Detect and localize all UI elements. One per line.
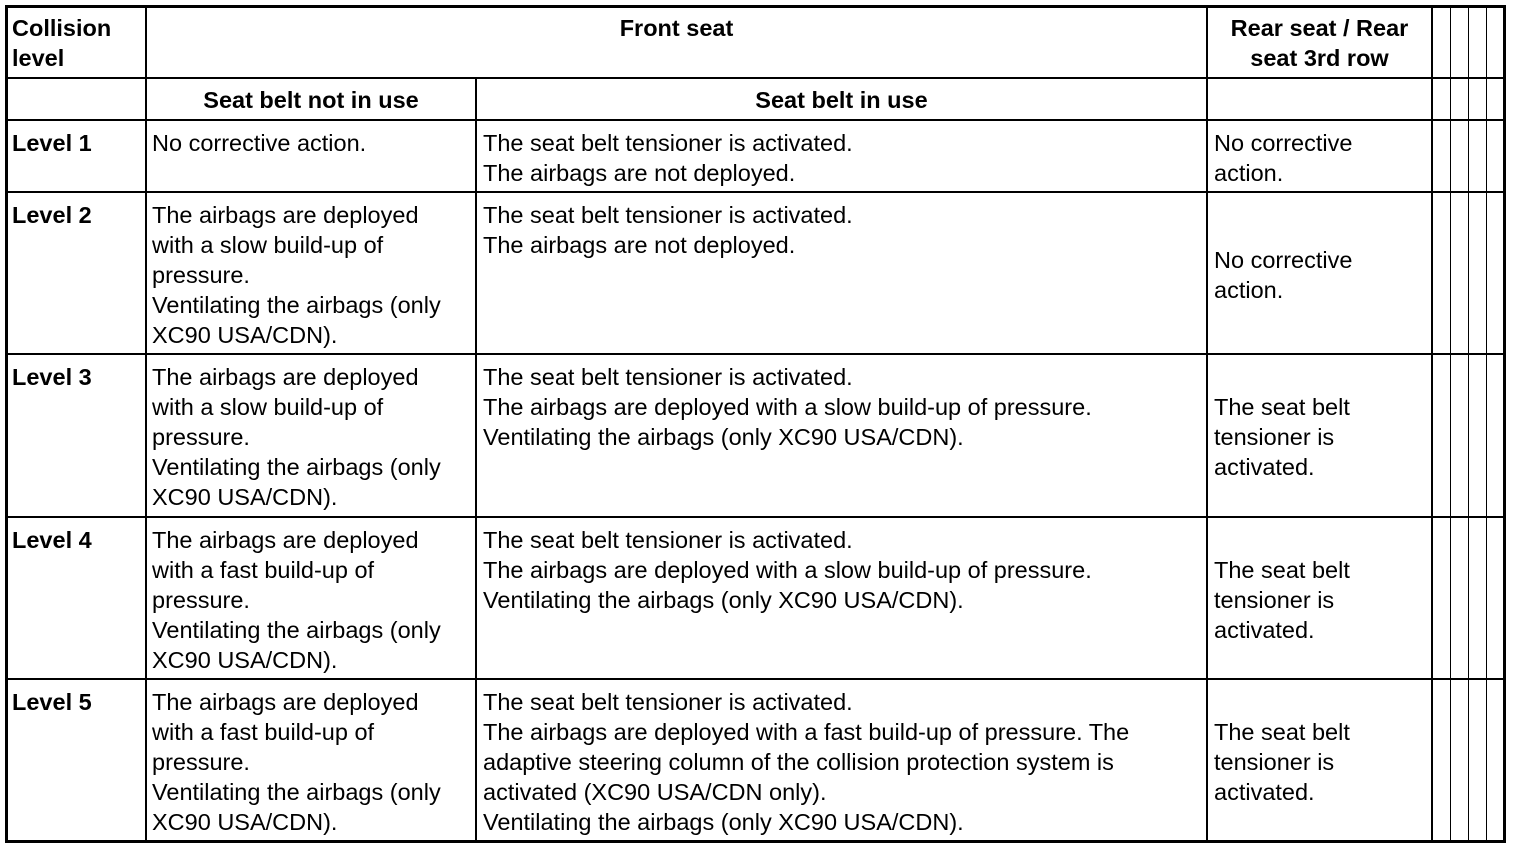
cell-not-in-use bbox=[152, 200, 441, 350]
row-divider bbox=[7, 119, 1504, 121]
cell-line: XC90 USA/CDN). bbox=[152, 484, 338, 510]
cell-rear bbox=[1214, 555, 1350, 645]
header-text: Rear seat / Rear bbox=[1230, 15, 1409, 41]
cell-line: Ventilating the airbags (only bbox=[152, 454, 441, 480]
cell-line: The airbags are not deployed. bbox=[483, 160, 796, 186]
row-level bbox=[12, 200, 92, 230]
cell-in-use bbox=[483, 200, 853, 260]
row-divider bbox=[7, 516, 1504, 518]
header-text: seat 3rd row bbox=[1250, 45, 1389, 71]
cell-line: The seat belt bbox=[1214, 557, 1350, 583]
cell-line: with a fast build-up of bbox=[152, 557, 375, 583]
cell-line: with a slow build-up of bbox=[152, 394, 384, 420]
cell-line: The seat belt tensioner is activated. bbox=[483, 130, 853, 156]
cell-rear bbox=[1214, 245, 1352, 305]
cell-line: The airbags are not deployed. bbox=[483, 232, 796, 258]
level-label: Level 1 bbox=[12, 130, 92, 156]
row-level bbox=[12, 687, 92, 717]
cell-line: with a slow build-up of bbox=[152, 232, 384, 258]
header-text: Front seat bbox=[619, 15, 734, 41]
cell-line: The airbags are deployed bbox=[152, 202, 419, 228]
cell-line: No corrective bbox=[1214, 130, 1353, 156]
column-divider bbox=[475, 78, 477, 841]
cell-line: Ventilating the airbags (only XC90 USA/CDN). bbox=[483, 809, 964, 835]
cell-not-in-use bbox=[152, 525, 441, 675]
cell-line: with a fast build-up of bbox=[152, 719, 375, 745]
column-divider bbox=[1431, 7, 1433, 841]
cell-rear bbox=[1214, 392, 1350, 482]
cell-line: The airbags are deployed bbox=[152, 364, 419, 390]
column-divider bbox=[1450, 7, 1451, 841]
row-level bbox=[12, 525, 92, 555]
cell-line: pressure. bbox=[152, 587, 250, 613]
column-divider bbox=[1468, 7, 1469, 841]
cell-line: activated. bbox=[1214, 454, 1315, 480]
column-divider bbox=[1206, 7, 1208, 841]
row-divider bbox=[7, 353, 1504, 355]
header-text: Collision bbox=[12, 15, 112, 41]
cell-line: The seat belt bbox=[1214, 394, 1350, 420]
header-text: Seat belt not in use bbox=[203, 87, 419, 113]
header-belt-in-use bbox=[477, 85, 1206, 115]
cell-line: action. bbox=[1214, 277, 1284, 303]
cell-line: Ventilating the airbags (only XC90 USA/CDN). bbox=[483, 587, 964, 613]
cell-in-use bbox=[483, 362, 1092, 452]
cell-line: Ventilating the airbags (only bbox=[152, 779, 441, 805]
column-divider bbox=[1486, 7, 1487, 841]
cell-line: No corrective bbox=[1214, 247, 1353, 273]
cell-rear bbox=[1214, 717, 1350, 807]
cell-line: Ventilating the airbags (only XC90 USA/CDN). bbox=[483, 424, 964, 450]
cell-line: XC90 USA/CDN). bbox=[152, 322, 338, 348]
cell-line: action. bbox=[1214, 160, 1284, 186]
cell-line: The seat belt bbox=[1214, 719, 1350, 745]
cell-line: The airbags are deployed with a fast build-up of pressure. The bbox=[483, 719, 1130, 745]
cell-line: The airbags are deployed bbox=[152, 527, 419, 553]
cell-line: Ventilating the airbags (only bbox=[152, 617, 441, 643]
level-label: Level 2 bbox=[12, 202, 92, 228]
level-label: Level 3 bbox=[12, 364, 92, 390]
cell-in-use bbox=[483, 128, 853, 188]
cell-line: activated (XC90 USA/CDN only). bbox=[483, 779, 827, 805]
cell-line: Ventilating the airbags (only bbox=[152, 292, 441, 318]
cell-line: The seat belt tensioner is activated. bbox=[483, 364, 853, 390]
cell-line: tensioner is bbox=[1214, 587, 1335, 613]
header-collision-level bbox=[12, 13, 111, 73]
header-belt-not-in-use bbox=[147, 85, 475, 115]
cell-line: pressure. bbox=[152, 749, 250, 775]
row-level bbox=[12, 362, 92, 392]
cell-not-in-use bbox=[152, 362, 441, 512]
cell-line: tensioner is bbox=[1214, 749, 1335, 775]
cell-rear bbox=[1214, 128, 1352, 188]
cell-line: XC90 USA/CDN). bbox=[152, 647, 338, 673]
row-divider bbox=[7, 77, 1504, 79]
header-text: level bbox=[12, 45, 65, 71]
row-level bbox=[12, 128, 92, 158]
cell-line: The airbags are deployed bbox=[152, 689, 419, 715]
cell-not-in-use bbox=[152, 687, 441, 837]
cell-line: The seat belt tensioner is activated. bbox=[483, 202, 853, 228]
header-text: Seat belt in use bbox=[755, 87, 928, 113]
header-rear-seat bbox=[1208, 13, 1431, 73]
cell-in-use bbox=[483, 687, 1129, 837]
level-label: Level 5 bbox=[12, 689, 92, 715]
cell-line: XC90 USA/CDN). bbox=[152, 809, 338, 835]
cell-line: pressure. bbox=[152, 424, 250, 450]
cell-line: activated. bbox=[1214, 617, 1315, 643]
level-label: Level 4 bbox=[12, 527, 92, 553]
cell-line: The airbags are deployed with a slow build-up of pressure. bbox=[483, 557, 1092, 583]
cell-line: The airbags are deployed with a slow build-up of pressure. bbox=[483, 394, 1092, 420]
row-divider bbox=[7, 678, 1504, 680]
row-divider bbox=[7, 191, 1504, 193]
cell-line: The seat belt tensioner is activated. bbox=[483, 527, 853, 553]
header-front-seat bbox=[147, 13, 1206, 43]
cell-line: tensioner is bbox=[1214, 424, 1335, 450]
cell-in-use bbox=[483, 525, 1092, 615]
cell-line: adaptive steering column of the collision protection system is bbox=[483, 749, 1114, 775]
cell-line: The seat belt tensioner is activated. bbox=[483, 689, 853, 715]
column-divider bbox=[145, 7, 147, 841]
cell-not-in-use bbox=[152, 128, 366, 158]
cell-line: pressure. bbox=[152, 262, 250, 288]
cell-line: No corrective action. bbox=[152, 130, 367, 156]
cell-line: activated. bbox=[1214, 779, 1315, 805]
